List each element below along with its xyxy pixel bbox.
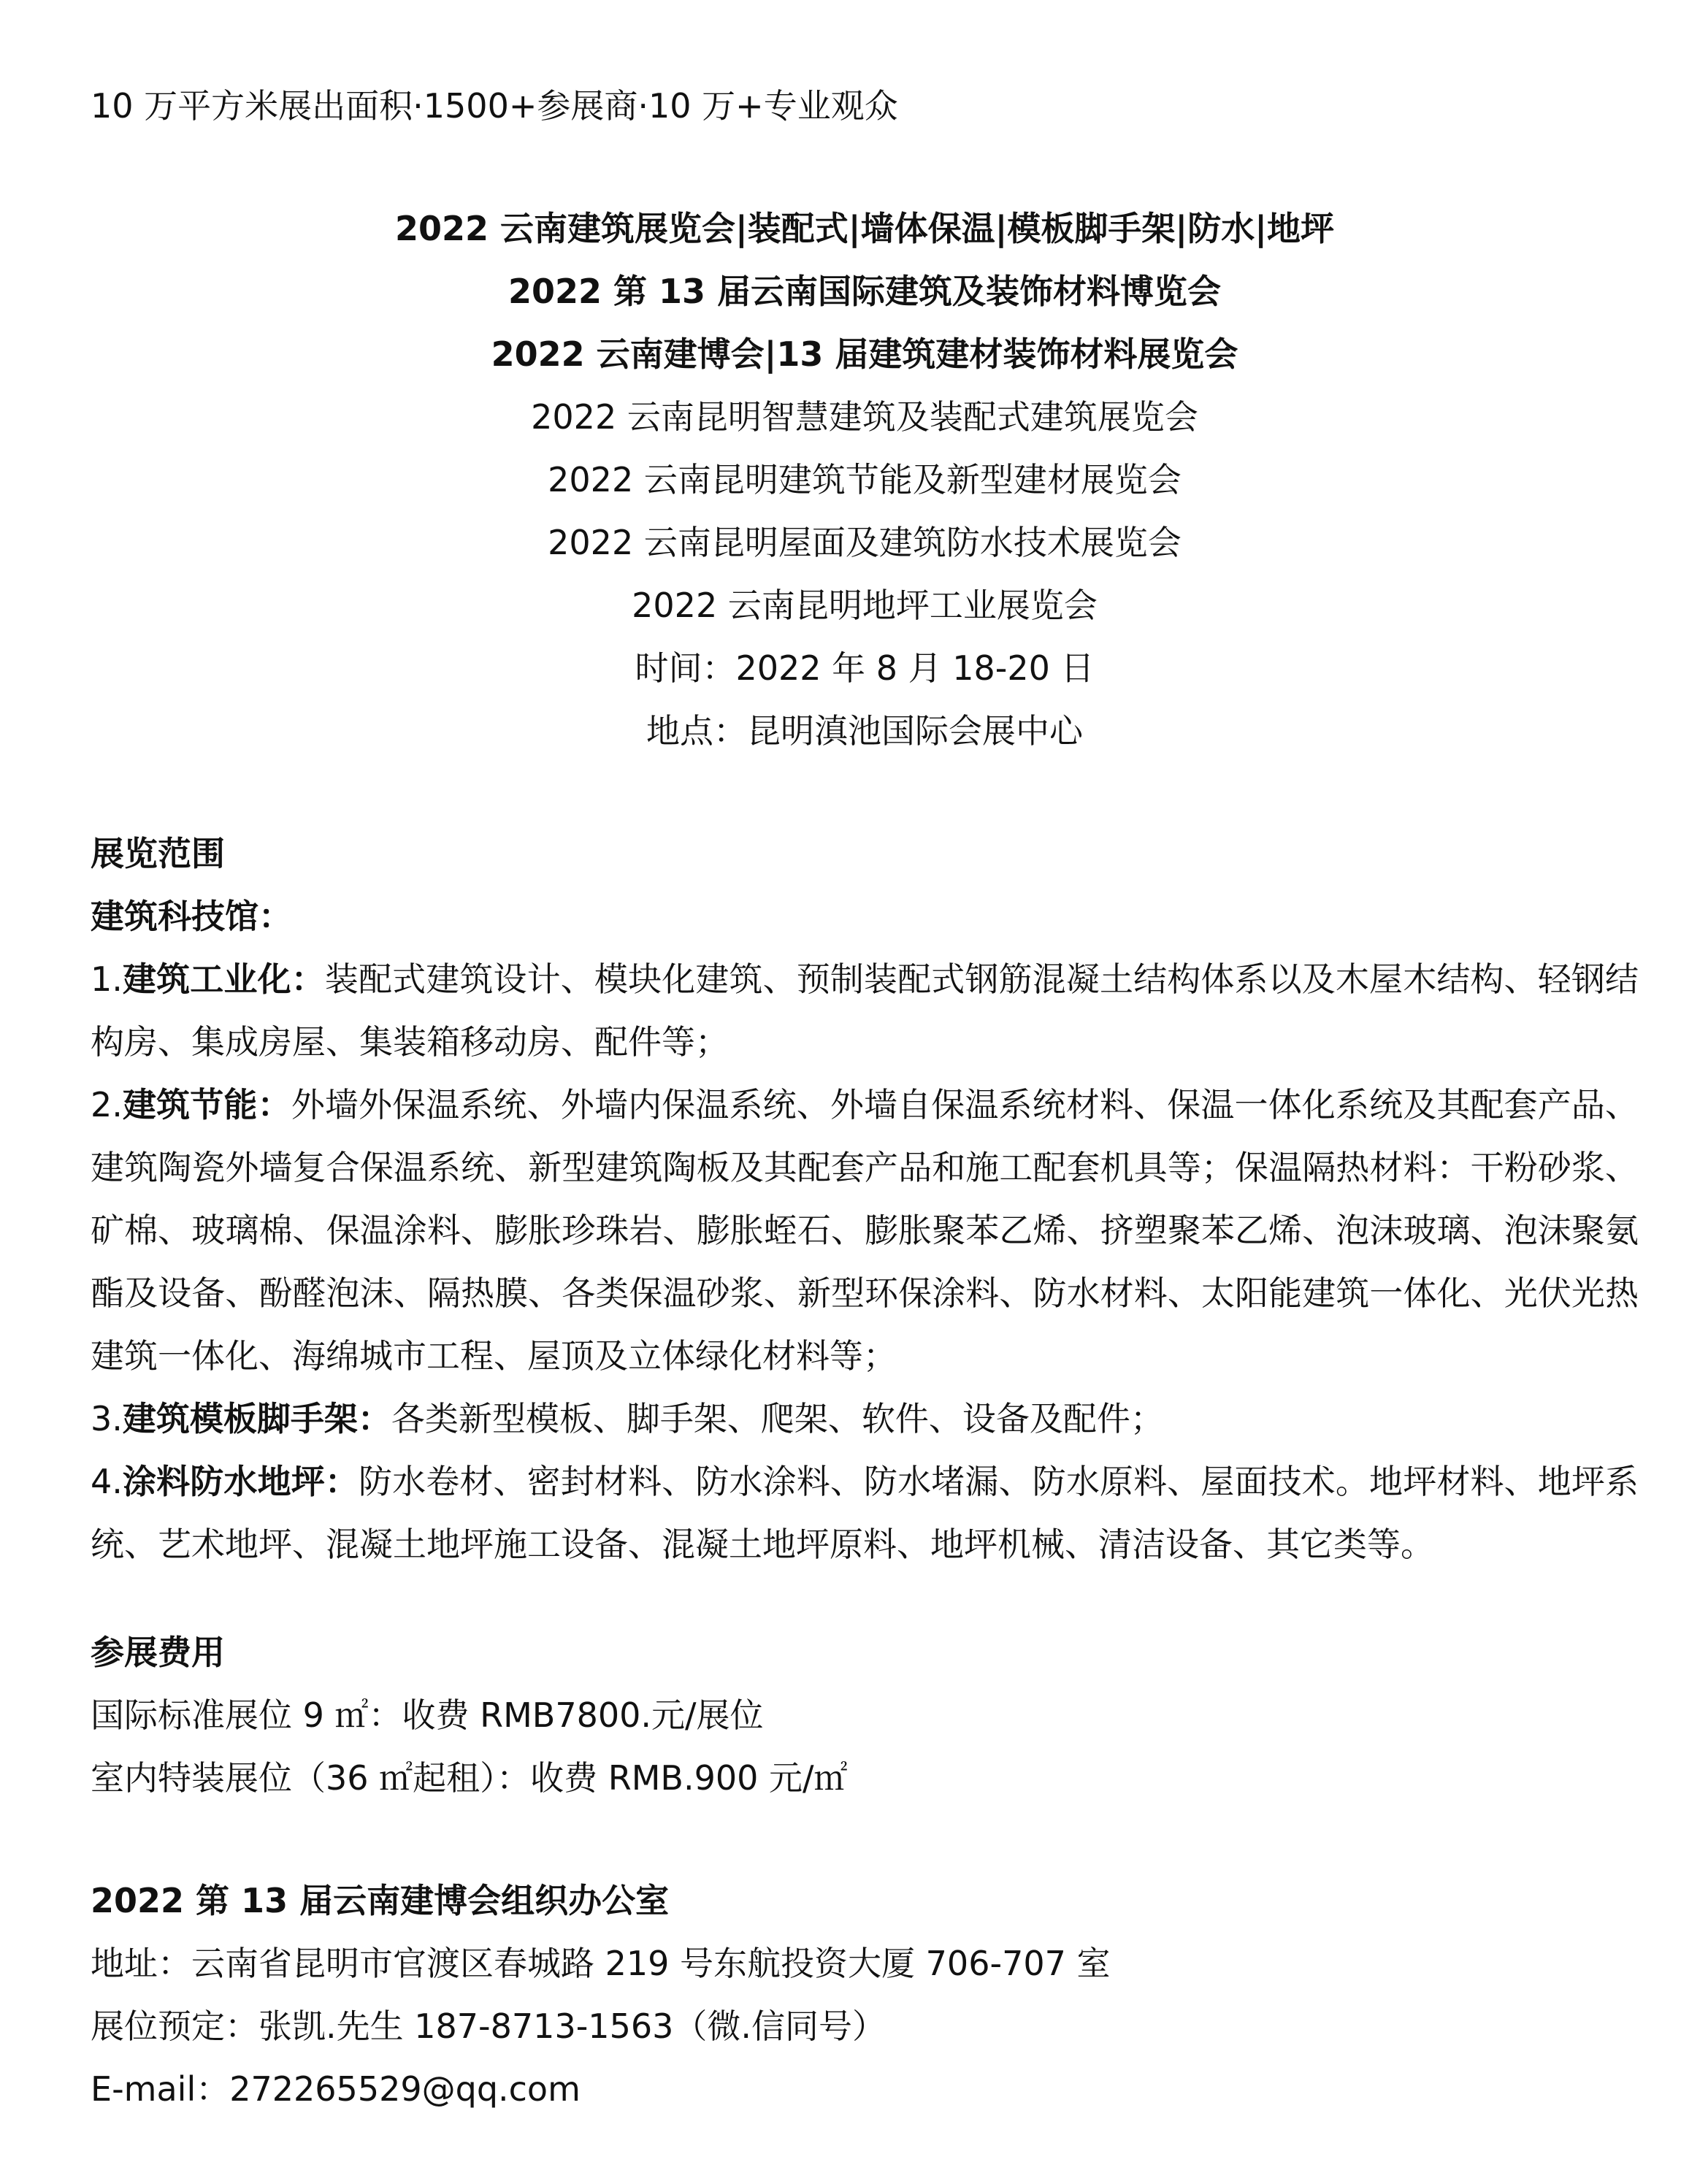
subtitle-line-1: 2022 云南昆明智慧建筑及装配式建筑展览会 [531,397,1198,437]
office-address: 地址：云南省昆明市官渡区春城路 219 号东航投资大厦 706-707 室 [91,1944,1111,1983]
office-heading: 2022 第 13 届云南建博会组织办公室 [91,1881,670,1920]
subtitle-line-3: 2022 云南昆明屋面及建筑防水技术展览会 [548,523,1182,562]
scope-item-number: 3. [91,1399,123,1438]
scope-item-text: 各类新型模板、脚手架、爬架、软件、设备及配件； [391,1399,1164,1438]
scope-item-3 [91,1387,1639,1450]
title-line-2: 2022 第 13 届云南国际建筑及装饰材料博览会 [508,272,1222,311]
event-venue: 地点：昆明滇池国际会展中心 [646,711,1083,751]
scope-item-4 [91,1450,1639,1576]
scope-heading: 展览范围 [91,834,225,873]
office-email: E-mail：272265529@qq.com [91,2069,581,2109]
event-time: 时间：2022 年 8 月 18-20 日 [635,648,1095,688]
scope-item-number: 4. [91,1462,123,1501]
scope-item-2 [91,1073,1639,1387]
organizer-office-section [91,1869,1639,2120]
scope-item-number: 1. [91,959,123,999]
title-line-3: 2022 云南建博会|13 届建筑建材装饰材料展览会 [491,334,1238,374]
title-line-1: 2022 云南建筑展览会|装配式|墙体保温|模板脚手架|防水|地坪 [394,209,1335,248]
fee-special-booth: 室内特装展位（36 ㎡起租）：收费 RMB.900 元/㎡ [91,1758,848,1798]
fees-section [91,1621,1639,1809]
scope-item-text: 防水卷材、密封材料、防水涂料、防水堵漏、防水原料、屋面技术。地坪材料、地坪系统、艺术地坪、混凝土地坪施工设备、混凝土地坪原料、地坪机械、清洁设备、其它类等。 [91,1462,1639,1564]
fees-heading: 参展费用 [91,1633,225,1672]
subtitle-line-2: 2022 云南昆明建筑节能及新型建材展览会 [548,460,1182,499]
exhibition-scope-section [91,822,1639,1576]
scope-item-number: 2. [91,1085,123,1124]
subtitle-line-4: 2022 云南昆明地坪工业展览会 [632,586,1098,625]
hall-heading: 建筑科技馆： [91,897,292,936]
scope-item-label: 涂料防水地坪： [122,1462,359,1501]
scope-item-1 [91,948,1639,1073]
scope-item-text: 外墙外保温系统、外墙内保温系统、外墙自保温系统材料、保温一体化系统及其配套产品、建筑陶瓷外墙复合保温系统、新型建筑陶板及其配套产品和施工配套机具等；保温隔热材料：干粉砂浆、矿棉、玻璃棉、保温涂料、膨胀珍珠岩、膨胀蛭石、膨胀聚苯乙烯、挤塑聚苯乙烯、泡沫玻璃、泡沫聚氨酯及设备、酚醛泡沫、隔热膜、各类保温砂浆、新型环保涂料、防水材料、太阳能建筑一体化、光伏光热建筑一体化、海绵城市工程、屋顶及立体绿化材料等； [91,1085,1639,1376]
scope-item-label: 建筑模板脚手架： [122,1399,391,1438]
fee-standard-booth: 国际标准展位 9 ㎡：收费 RMB7800.元/展位 [91,1695,764,1735]
scope-item-label: 建筑节能： [122,1085,291,1124]
scope-item-label: 建筑工业化： [122,959,325,999]
scope-item-text: 装配式建筑设计、模块化建筑、预制装配式钢筋混凝土结构体系以及木屋木结构、轻钢结构房、集成房屋、集装箱移动房、配件等； [91,959,1639,1062]
office-booking-contact: 展位预定：张凯.先生 187-8713-1563（微.信同号） [91,2006,886,2046]
exhibition-tagline: 10 万平方米展出面积·1500+参展商·10 万+专业观众 [91,86,898,126]
title-block [91,197,1639,762]
